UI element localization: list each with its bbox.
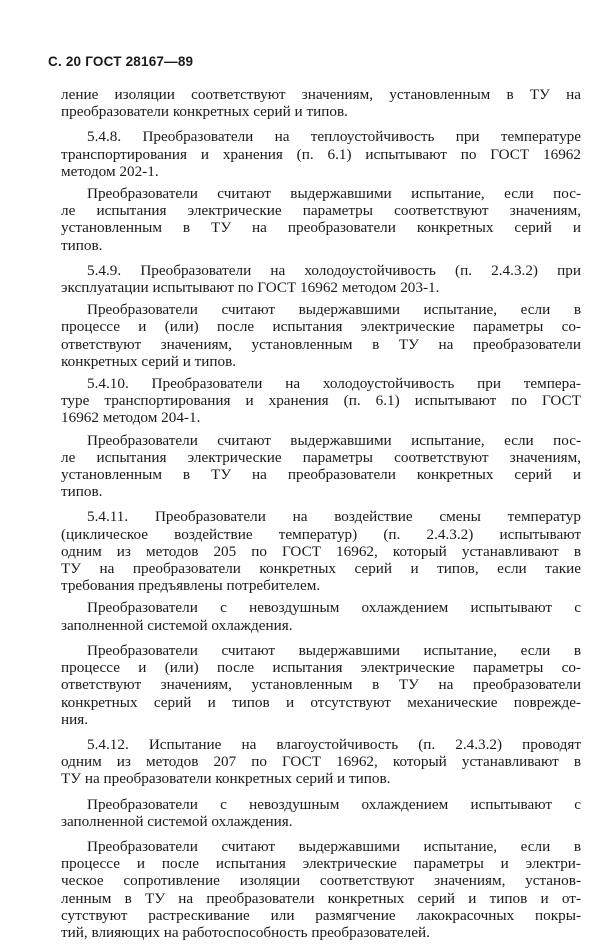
text-line: типов. [61, 236, 103, 254]
text-line: установленным в ТУ на преобразователи конкретных серий и [61, 219, 581, 237]
text-line: сутствуют растрескивание или размягчение лакокрасочных покры- [61, 906, 581, 924]
text-line: Преобразователи считают выдержавшими испытание, если в [87, 641, 581, 659]
paragraph-5-4-8 [61, 128, 581, 180]
text-line: ТУ на преобразователи конкретных серий и типов. [61, 770, 391, 788]
text-line: Преобразователи с невоздушным охлаждением испытывают с [87, 599, 581, 617]
page-header: С. 20 ГОСТ 28167—89 [48, 54, 194, 69]
text-line: эксплуатации испытывают по ГОСТ 16962 методом 203-1. [61, 279, 440, 297]
paragraph-5-4-9 [61, 262, 581, 296]
text-line: методом 202-1. [61, 162, 159, 180]
text-line: конкретных серий и типов и отсутствуют механические поврежде- [61, 693, 581, 711]
text-line: установленным в ТУ на преобразователи конкретных серий и [61, 466, 581, 484]
text-line: требования предъявлены потребителем. [61, 577, 321, 595]
text-line: процессе и после испытания электрические параметры и электри- [61, 855, 581, 873]
text-line: туре транспортирования и хранения (п. 6.1) испытывают по ГОСТ [61, 392, 581, 410]
paragraph-5-4-11 [61, 508, 581, 594]
text-line: ния. [61, 710, 89, 728]
paragraph [61, 642, 581, 728]
text-line: (циклическое воздействие температур) (п. 2.4.3.2) испытывают [61, 525, 581, 543]
paragraph [61, 301, 581, 370]
text-line: Преобразователи считают выдержавшими испытание, если пос- [87, 431, 581, 449]
text-line: 5.4.12. Испытание на влагоустойчивость (п. 2.4.3.2) проводят [87, 735, 581, 753]
text-line: ответствуют значениям, установленным в ТУ на преобразователи [61, 335, 581, 353]
text-line: ленным в ТУ на преобразователи конкретных серий и типов и от- [61, 889, 581, 907]
text-line: ле испытания электрические параметры соответствуют значениям, [61, 202, 581, 220]
text-line: ческое сопротивление изоляции соответствуют значениям, установ- [61, 872, 581, 890]
paragraph [61, 432, 581, 501]
paragraph-5-4-12 [61, 736, 581, 788]
paragraph [61, 86, 581, 120]
text-line: заполненной системой охлаждения. [61, 616, 293, 634]
text-line: ле испытания электрические параметры соответствуют значениям, [61, 448, 581, 466]
text-line: ТУ на преобразователи конкретных серий и типов, если такие [61, 560, 581, 578]
text-line: типов. [61, 483, 103, 501]
text-line: 5.4.10. Преобразователи на холодоустойчивость при темпера- [87, 375, 581, 393]
text-line: преобразователи конкретных серий и типов. [61, 103, 348, 121]
text-line: конкретных серий и типов. [61, 352, 237, 370]
text-line: Преобразователи считают выдержавшими испытание, если в [87, 837, 581, 855]
text-line: 5.4.11. Преобразователи на воздействие смены температур [87, 508, 581, 526]
paragraph [61, 796, 581, 830]
text-line: Преобразователи считают выдержавшими испытание, если пос- [87, 185, 581, 203]
text-line: одним из методов 207 по ГОСТ 16962, который устанавливают в [61, 753, 581, 771]
text-line: Преобразователи считают выдержавшими испытание, если в [87, 301, 581, 319]
text-line: заполненной системой охлаждения. [61, 812, 293, 830]
paragraph [61, 185, 581, 254]
text-line: ответствуют значениям, установленным в ТУ на преобразователи [61, 676, 581, 694]
text-line: 5.4.9. Преобразователи на холодоустойчивость (п. 2.4.3.2) при [87, 261, 581, 279]
text-line: одним из методов 205 по ГОСТ 16962, который устанавливают в [61, 542, 581, 560]
paragraph [61, 838, 581, 941]
paragraph-5-4-10 [61, 375, 581, 427]
text-line: процессе и (или) после испытания электрические параметры со- [61, 318, 581, 336]
text-line: транспортирования и хранения (п. 6.1) испытывают по ГОСТ 16962 [61, 145, 581, 163]
text-line: Преобразователи с невоздушным охлаждением испытывают с [87, 795, 581, 813]
text-line: тий, влияющих на работоспособность преобразователей. [61, 923, 430, 941]
document-body [61, 86, 581, 949]
text-line: 5.4.8. Преобразователи на теплоустойчивость при температуре [87, 128, 581, 146]
text-line: 16962 методом 204-1. [61, 409, 201, 427]
text-line: ление изоляции соответствуют значениям, установленным в ТУ на [61, 86, 581, 103]
text-line: процессе и (или) после испытания электрические параметры со- [61, 659, 581, 677]
paragraph [61, 599, 581, 633]
